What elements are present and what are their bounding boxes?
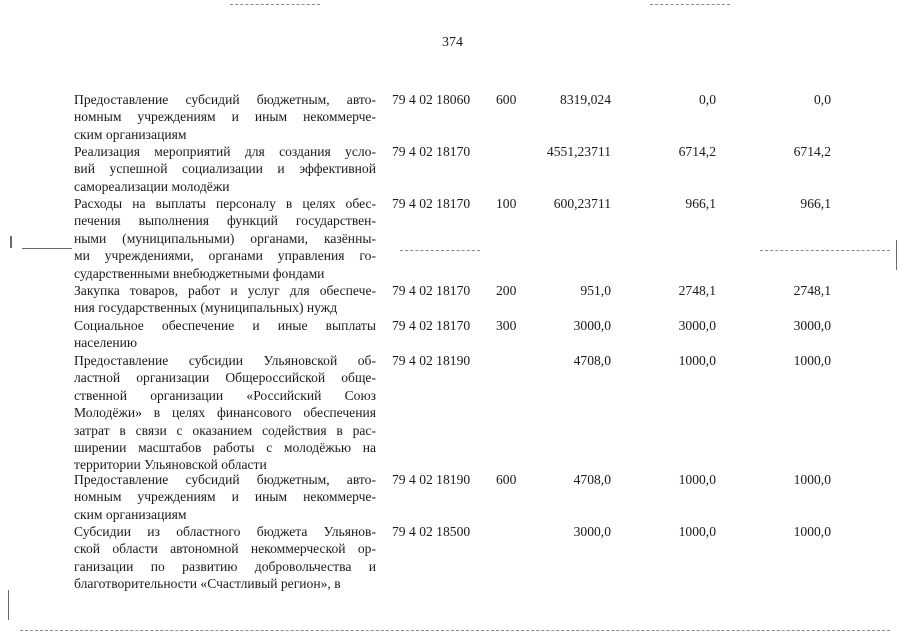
csr-code: 79 4 02 18170 bbox=[392, 318, 471, 333]
description-line: территории Ульяновской области bbox=[74, 457, 267, 473]
table-row bbox=[0, 352, 905, 474]
expense-type: 100 bbox=[496, 196, 517, 211]
amount-col-2: 0,0 bbox=[699, 92, 716, 107]
amount-col-1: 4708,0 bbox=[573, 472, 611, 487]
description-line: Закупка товаров, работ и услуг для обеспече- bbox=[74, 283, 376, 298]
table-row bbox=[0, 143, 905, 195]
scan-line bbox=[20, 630, 890, 632]
scan-mark bbox=[8, 590, 9, 620]
description-line: ния государственных (муниципальных) нужд bbox=[74, 300, 338, 316]
description-line: Предоставление субсидии Ульяновской об- bbox=[74, 353, 376, 368]
amount-col-1: 3000,0 bbox=[573, 318, 611, 333]
amount-col-2: 1000,0 bbox=[678, 472, 716, 487]
amount-col-2: 966,1 bbox=[685, 196, 716, 211]
csr-code: 79 4 02 18170 bbox=[392, 144, 471, 159]
table-row bbox=[0, 282, 905, 317]
amount-col-3: 1000,0 bbox=[793, 472, 831, 487]
expense-type: 300 bbox=[496, 318, 517, 333]
description-line: ганизации по развитию добровольчества и bbox=[74, 558, 376, 574]
description-line: ными (муниципальными) органами, казённы- bbox=[74, 230, 376, 246]
csr-code: 79 4 02 18170 bbox=[392, 283, 471, 298]
expense-type: 200 bbox=[496, 283, 517, 298]
description-line: населению bbox=[74, 335, 138, 351]
row-description bbox=[74, 352, 376, 474]
scan-line bbox=[760, 250, 890, 252]
table-row bbox=[0, 523, 905, 593]
page-number: 374 bbox=[442, 35, 463, 50]
amount-col-3: 966,1 bbox=[800, 196, 831, 211]
amount-col-3: 1000,0 bbox=[793, 353, 831, 368]
amount-col-2: 3000,0 bbox=[678, 318, 716, 333]
row-description bbox=[74, 195, 376, 282]
amount-col-1: 600,23711 bbox=[553, 196, 611, 211]
description-line: вий успешной социализации и эффективной bbox=[74, 161, 376, 177]
description-line: ственной организации «Российский Союз bbox=[74, 387, 376, 403]
amount-col-1: 8319,024 bbox=[560, 92, 611, 107]
row-description bbox=[74, 317, 376, 352]
amount-col-1: 4551,23711 bbox=[546, 144, 611, 159]
description-line: Расходы на выплаты персоналу в целях обес- bbox=[74, 196, 376, 211]
table-row bbox=[0, 317, 905, 352]
description-line: Социальное обеспечение и иные выплаты bbox=[74, 318, 376, 333]
amount-col-3: 2748,1 bbox=[793, 283, 831, 298]
amount-col-3: 0,0 bbox=[814, 92, 831, 107]
amount-col-2: 6714,2 bbox=[678, 144, 716, 159]
row-description bbox=[74, 282, 376, 317]
scan-mark bbox=[896, 240, 897, 270]
row-description bbox=[74, 143, 376, 195]
description-line: самореализации молодёжи bbox=[74, 178, 230, 194]
amount-col-2: 1000,0 bbox=[678, 353, 716, 368]
amount-col-1: 3000,0 bbox=[573, 524, 611, 539]
description-line: Молодёжи» в целях финансового обеспечения bbox=[74, 405, 376, 421]
amount-col-1: 951,0 bbox=[580, 283, 611, 298]
amount-col-2: 1000,0 bbox=[678, 524, 716, 539]
description-line: печения выполнения функций государствен- bbox=[74, 213, 376, 229]
description-line: затрат в связи с оказанием содействия в рас- bbox=[74, 422, 376, 438]
amount-col-3: 1000,0 bbox=[793, 524, 831, 539]
csr-code: 79 4 02 18190 bbox=[392, 353, 471, 368]
description-line: ской области автономной некоммерческой ор- bbox=[74, 541, 376, 557]
scan-line bbox=[400, 250, 480, 252]
csr-code: 79 4 02 18170 bbox=[392, 196, 471, 211]
description-line: ским организациям bbox=[74, 506, 187, 522]
amount-col-3: 6714,2 bbox=[793, 144, 831, 159]
description-line: номным учреждениям и иным некоммерче- bbox=[74, 489, 376, 505]
description-line: сударственными внебюджетными фондами bbox=[74, 265, 325, 281]
expense-type: 600 bbox=[496, 472, 517, 487]
row-description bbox=[74, 91, 376, 143]
description-line: Предоставление субсидий бюджетным, авто- bbox=[74, 92, 376, 107]
scan-line bbox=[230, 4, 320, 6]
description-line: Предоставление субсидий бюджетным, авто- bbox=[74, 472, 376, 487]
description-line: благотворительности «Счастливый регион», в bbox=[74, 576, 341, 592]
table-row bbox=[0, 91, 905, 143]
row-description bbox=[74, 471, 376, 523]
table-row bbox=[0, 471, 905, 523]
description-line: ским организациям bbox=[74, 126, 187, 142]
description-line: номным учреждениям и иным некоммерче- bbox=[74, 109, 376, 125]
scan-line bbox=[650, 4, 730, 6]
description-line: ширении масштабов работы с молодёжью на bbox=[74, 440, 376, 456]
amount-col-3: 3000,0 bbox=[793, 318, 831, 333]
amount-col-1: 4708,0 bbox=[573, 353, 611, 368]
csr-code: 79 4 02 18190 bbox=[392, 472, 471, 487]
scan-mark bbox=[10, 236, 12, 248]
description-line: Субсидии из областного бюджета Ульянов- bbox=[74, 524, 376, 539]
row-description bbox=[74, 523, 376, 593]
amount-col-2: 2748,1 bbox=[678, 283, 716, 298]
csr-code: 79 4 02 18060 bbox=[392, 92, 471, 107]
description-line: ластной организации Общероссийской обще- bbox=[74, 370, 376, 386]
table-row bbox=[0, 195, 905, 282]
description-line: Реализация мероприятий для создания усло- bbox=[74, 144, 376, 159]
description-line: ми учреждениями, органами управления го- bbox=[74, 248, 376, 264]
csr-code: 79 4 02 18500 bbox=[392, 524, 471, 539]
scan-mark bbox=[22, 248, 72, 249]
expense-type: 600 bbox=[496, 92, 517, 107]
